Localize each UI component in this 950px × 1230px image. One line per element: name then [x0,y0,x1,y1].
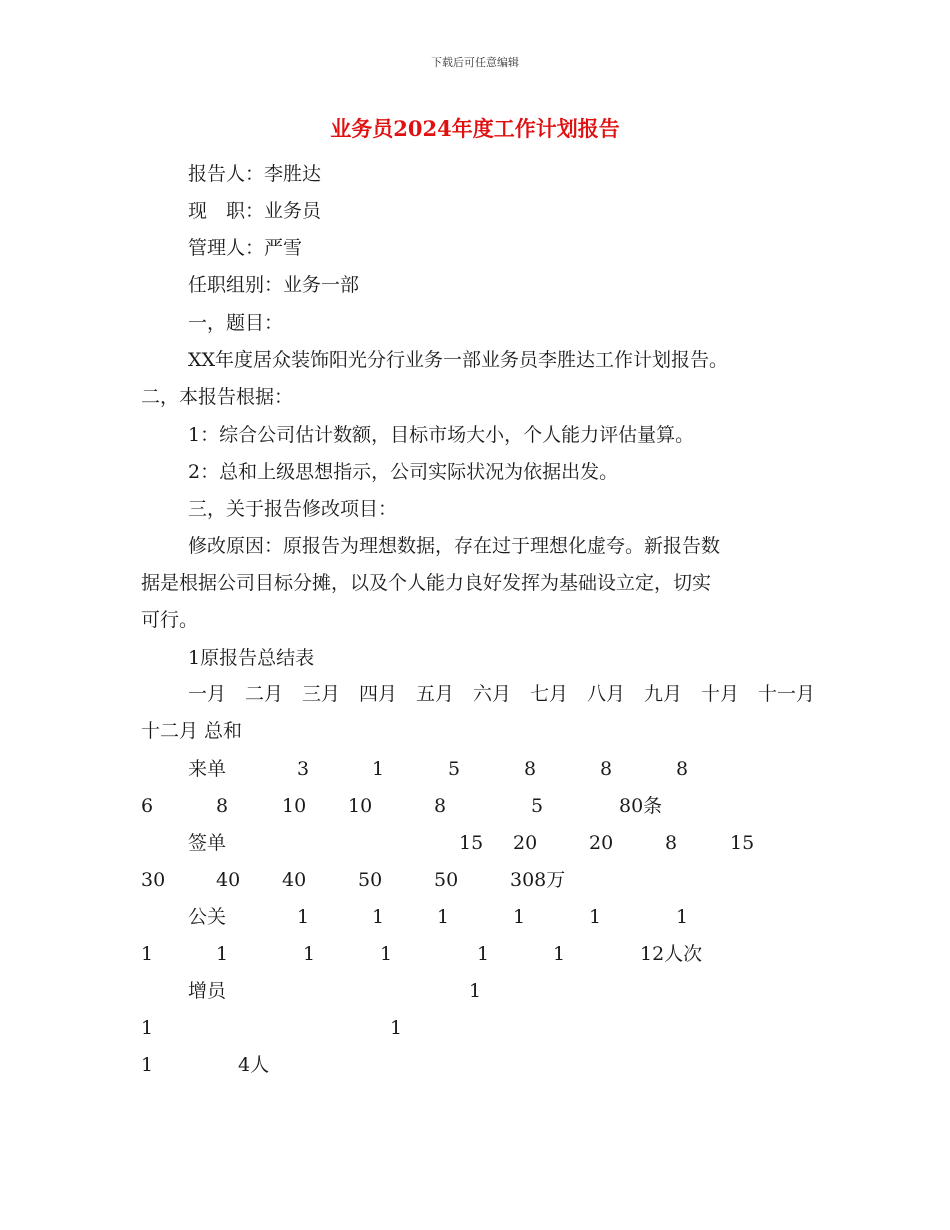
table-cell: 50 [434,869,459,891]
header-note: 下载后可任意编辑 [431,56,519,69]
table-cell: 1 [477,943,490,965]
table-cell: 10 [282,795,307,817]
table-cell: 20 [513,832,538,854]
table-cell: 1 [589,906,602,928]
table-cell: 12人次 [640,943,703,965]
section-2-item-1: 1：综合公司估计数额，目标市场大小，个人能力评估量算。 [188,424,695,446]
table-cell: 40 [282,869,307,891]
table-cell: 8 [524,758,537,780]
table-cell: 80条 [619,795,663,817]
table-cell: 20 [589,832,614,854]
row-label-qiandan: 签单 [188,832,227,854]
table-cell: 5 [448,758,461,780]
table-cell: 15 [730,832,755,854]
table-cell: 50 [358,869,383,891]
table-cell: 1 [676,906,689,928]
section-3-heading: 三，关于报告修改项目： [188,498,398,520]
table-cell: 8 [216,795,229,817]
table-cell: 40 [216,869,241,891]
section-3-para-line-1: 修改原因：原报告为理想数据，存在过于理想化虚夸。新报告数 [188,535,721,557]
section-2-item-2: 2：总和上级思想指示，公司实际状况为依据出发。 [188,461,619,483]
table-cell: 1 [297,906,310,928]
document-title: 业务员2024年度工作计划报告 [330,116,620,141]
section-1-heading: 一，题目： [188,312,284,334]
manager-line: 管理人：严雪 [188,237,303,259]
table-cell: 3 [297,758,310,780]
table-cell: 5 [531,795,544,817]
table-cell: 30 [141,869,166,891]
table-cell: 8 [434,795,447,817]
group-line: 任职组别：业务一部 [188,274,360,296]
table-cell: 1 [372,758,385,780]
table-cell: 1 [390,1017,403,1039]
table-months-line-1: 一月 二月 三月 四月 五月 六月 七月 八月 九月 十月 十一月 [188,683,816,705]
table-cell: 4人 [238,1054,270,1076]
table-cell: 8 [676,758,689,780]
table-cell: 1 [303,943,316,965]
table-cell: 15 [459,832,484,854]
section-1-body: XX年度居众装饰阳光分行业务一部业务员李胜达工作计划报告。 [188,349,729,371]
position-line: 现 职：业务员 [188,200,322,222]
table-months-line-2: 十二月 总和 [141,720,243,742]
table-cell: 8 [665,832,678,854]
table-cell: 6 [141,795,154,817]
section-3-para-line-3: 可行。 [141,609,199,631]
table-cell: 1 [372,906,385,928]
table-cell: 1 [141,943,154,965]
table-cell: 1 [469,980,482,1002]
row-label-gongguan: 公关 [188,906,227,928]
table-cell: 1 [553,943,566,965]
table-cell: 1 [141,1017,154,1039]
section-2-heading: 二，本报告根据： [141,386,294,408]
section-3-para-line-2: 据是根据公司目标分摊，以及个人能力良好发挥为基础设立定，切实 [141,572,712,594]
table-caption: 1原报告总结表 [188,647,315,669]
row-label-zengyuan: 增员 [188,980,227,1002]
reporter-line: 报告人：李胜达 [188,163,322,185]
table-cell: 1 [513,906,526,928]
table-cell: 1 [216,943,229,965]
table-cell: 1 [437,906,450,928]
row-label-laidan: 来单 [188,758,227,780]
table-cell: 308万 [510,869,566,891]
table-cell: 10 [348,795,373,817]
table-cell: 1 [141,1054,154,1076]
table-cell: 1 [380,943,393,965]
table-cell: 8 [600,758,613,780]
